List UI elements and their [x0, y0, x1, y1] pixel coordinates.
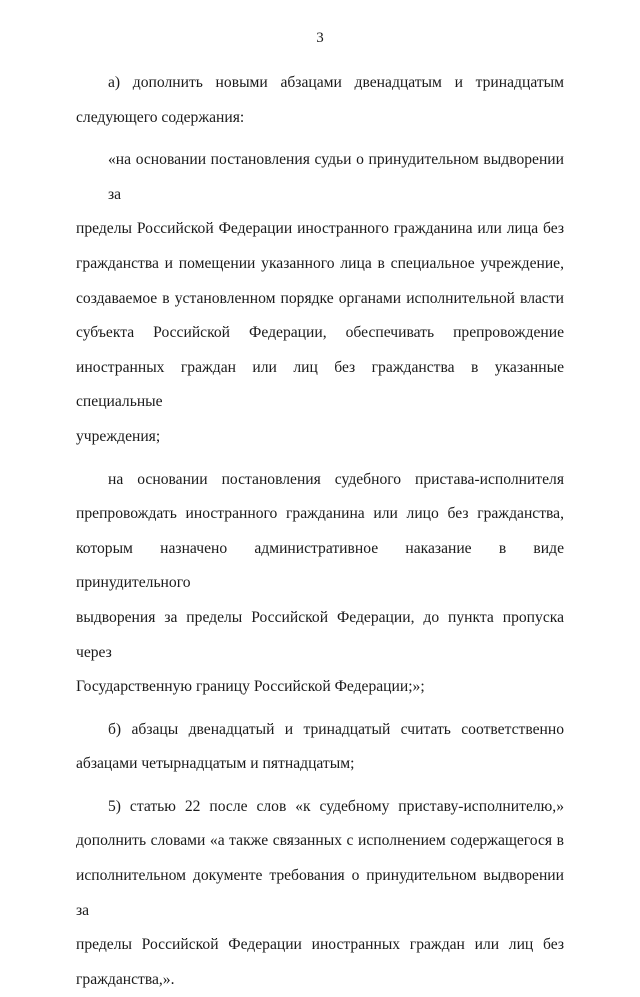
text-line: следующего содержания: [76, 108, 245, 126]
text-line: субъекта Российской Федерации, обеспечивать препровождение [76, 324, 564, 342]
page-number: 3 [316, 30, 324, 46]
text-line: препровождать иностранного гражданина или лицо без гражданства, [76, 505, 564, 523]
paragraph-2 [76, 143, 564, 454]
text-line: исполнительном документе требования о принудительном выдворении за [76, 867, 564, 919]
text-line: на основании постановления судебного пристава-исполнителя [108, 470, 564, 488]
document-body [76, 66, 564, 997]
text-line: а) дополнить новыми абзацами двенадцатым и тринадцатым [108, 74, 564, 91]
text-line: выдворения за пределы Российской Федерации, до пункта пропуска через [76, 608, 564, 661]
paragraph-4 [76, 713, 564, 782]
text-line: «на основании постановления судьи о принудительном выдворении за [108, 151, 564, 203]
text-line: гражданства и помещении указанного лица в специальное учреждение, [76, 254, 564, 272]
text-line: б) абзацы двенадцатый и тринадцатый считать соответственно [108, 720, 564, 738]
paragraph-3 [76, 463, 564, 705]
text-line: абзацами четырнадцатым и пятнадцатым; [76, 755, 355, 773]
text-line: пределы Российской Федерации иностранных граждан или лиц без [76, 936, 564, 954]
text-line: пределы Российской Федерации иностранного гражданина или лица без [76, 220, 564, 238]
paragraph-1 [76, 66, 564, 135]
text-line: 5) статью 22 после слов «к судебному приставу-исполнителю,» [108, 797, 564, 815]
text-line: дополнить словами «а также связанных с исполнением содержащегося в [76, 832, 564, 850]
text-line: которым назначено административное наказание в виде принудительного [76, 539, 564, 592]
text-line: создаваемое в установленном порядке органами исполнительной власти [76, 289, 564, 307]
paragraph-5 [76, 790, 564, 997]
text-line: Государственную границу Российской Федерации;»; [76, 678, 425, 696]
text-line: иностранных граждан или лиц без гражданства в указанные специальные [76, 358, 564, 411]
text-line: учреждения; [76, 427, 161, 445]
text-line: гражданства,». [76, 970, 175, 988]
